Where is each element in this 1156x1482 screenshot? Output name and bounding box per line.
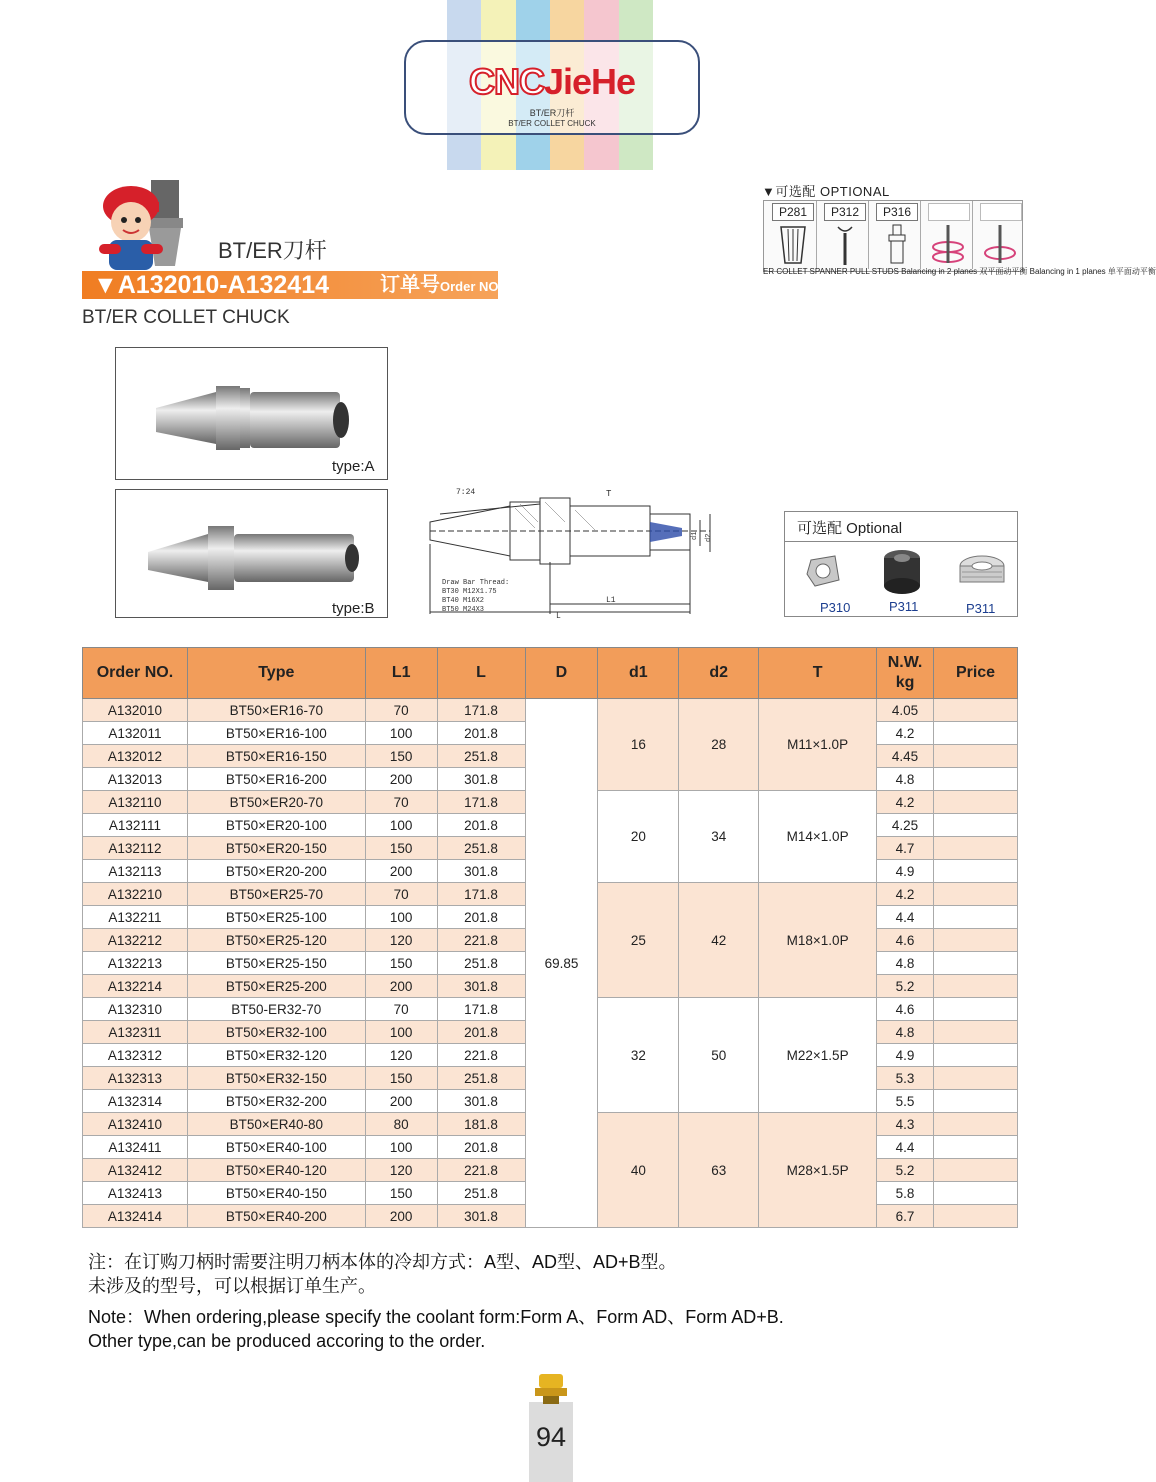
order-no-cell: A132314 bbox=[83, 1090, 188, 1113]
order-range: ▼A132010-A132414 bbox=[93, 271, 330, 299]
l-cell: 221.8 bbox=[437, 1159, 525, 1182]
weight-cell: 4.3 bbox=[877, 1113, 934, 1136]
clamping-nut-icon bbox=[803, 550, 843, 590]
type-cell: BT50×ER16-150 bbox=[187, 745, 365, 768]
weight-cell: 4.9 bbox=[877, 860, 934, 883]
drawing-angle: 7:24 bbox=[456, 488, 476, 497]
l1-cell: 70 bbox=[365, 699, 437, 722]
optional-nuts-title: 可选配 Optional bbox=[797, 520, 903, 537]
d1-cell: 25 bbox=[598, 883, 679, 998]
l1-cell: 100 bbox=[365, 1136, 437, 1159]
brand-logo: CNCJieHe bbox=[468, 61, 636, 102]
l-cell: 221.8 bbox=[437, 929, 525, 952]
price-cell bbox=[934, 883, 1018, 906]
l-cell: 171.8 bbox=[437, 998, 525, 1021]
order-no-cell: A132213 bbox=[83, 952, 188, 975]
product-image-type-b bbox=[115, 489, 388, 618]
order-no-cell: A132110 bbox=[83, 791, 188, 814]
threaded-nut-icon bbox=[957, 550, 1007, 594]
mascot-icon bbox=[95, 178, 195, 273]
table-header-cell: d1 bbox=[598, 648, 679, 699]
type-cell: BT50×ER32-100 bbox=[187, 1021, 365, 1044]
product-subtitle: BT/ER COLLET CHUCK bbox=[82, 307, 290, 328]
t-cell: M18×1.0P bbox=[759, 883, 877, 998]
order-no-cell: A132212 bbox=[83, 929, 188, 952]
optional-captions: ER COLLET SPANNER PULL STUDS Balancing in 2 planes 双平面动平衡 Balancing in 1 planes 单平面动平衡 bbox=[763, 267, 1156, 276]
drawing-d2-label: d2 bbox=[705, 533, 713, 542]
type-a-label: type:A bbox=[332, 458, 375, 475]
l1-cell: 150 bbox=[365, 1182, 437, 1205]
order-no-cell: A132013 bbox=[83, 768, 188, 791]
l-cell: 221.8 bbox=[437, 1044, 525, 1067]
l1-cell: 150 bbox=[365, 952, 437, 975]
balancing-2-planes-icon bbox=[930, 223, 966, 267]
pull-stud-icon bbox=[884, 223, 910, 267]
order-label: 订单号Order NO. bbox=[380, 274, 503, 296]
l-cell: 251.8 bbox=[437, 1182, 525, 1205]
price-cell bbox=[934, 1205, 1018, 1228]
collet-chuck-type-b-image bbox=[116, 490, 387, 617]
l1-cell: 70 bbox=[365, 883, 437, 906]
order-no-cell: A132211 bbox=[83, 906, 188, 929]
weight-cell: 4.4 bbox=[877, 906, 934, 929]
t-cell: M14×1.0P bbox=[759, 791, 877, 883]
order-no-cell: A132210 bbox=[83, 883, 188, 906]
type-cell: BT50×ER20-70 bbox=[187, 791, 365, 814]
order-no-cell: A132414 bbox=[83, 1205, 188, 1228]
weight-cell: 4.2 bbox=[877, 791, 934, 814]
l1-cell: 100 bbox=[365, 1021, 437, 1044]
weight-cell: 4.8 bbox=[877, 1021, 934, 1044]
l-cell: 301.8 bbox=[437, 768, 525, 791]
price-cell bbox=[934, 722, 1018, 745]
weight-cell: 4.9 bbox=[877, 1044, 934, 1067]
price-cell bbox=[934, 952, 1018, 975]
l1-cell: 70 bbox=[365, 998, 437, 1021]
d2-cell: 63 bbox=[679, 1113, 759, 1228]
l-cell: 201.8 bbox=[437, 1021, 525, 1044]
order-no-cell: A132012 bbox=[83, 745, 188, 768]
type-cell: BT50×ER32-120 bbox=[187, 1044, 365, 1067]
order-no-cell: A132411 bbox=[83, 1136, 188, 1159]
type-cell: BT50×ER32-150 bbox=[187, 1067, 365, 1090]
drawing-thread-title: Draw Bar Thread: bbox=[442, 579, 510, 587]
drawing-d1-label: d1 bbox=[691, 531, 699, 540]
l-cell: 301.8 bbox=[437, 860, 525, 883]
weight-cell: 5.2 bbox=[877, 1159, 934, 1182]
d2-cell: 28 bbox=[679, 699, 759, 791]
svg-text:BT30 M12X1.75: BT30 M12X1.75 bbox=[442, 588, 497, 596]
table-header-cell: Price bbox=[934, 648, 1018, 699]
l1-cell: 100 bbox=[365, 906, 437, 929]
l1-cell: 200 bbox=[365, 1090, 437, 1113]
price-cell bbox=[934, 814, 1018, 837]
l-cell: 251.8 bbox=[437, 745, 525, 768]
l-cell: 201.8 bbox=[437, 722, 525, 745]
l-cell: 251.8 bbox=[437, 837, 525, 860]
table-header-cell: D bbox=[525, 648, 598, 699]
price-cell bbox=[934, 929, 1018, 952]
type-cell: BT50×ER25-150 bbox=[187, 952, 365, 975]
price-cell bbox=[934, 1021, 1018, 1044]
price-cell bbox=[934, 1113, 1018, 1136]
d1-cell: 32 bbox=[598, 998, 679, 1113]
price-cell bbox=[934, 768, 1018, 791]
optional-nut-code-3: P311 bbox=[966, 601, 996, 616]
l1-cell: 100 bbox=[365, 722, 437, 745]
table-row bbox=[83, 699, 1018, 722]
type-cell: BT50×ER16-200 bbox=[187, 768, 365, 791]
type-cell: BT50×ER40-80 bbox=[187, 1113, 365, 1136]
l-cell: 201.8 bbox=[437, 1136, 525, 1159]
type-cell: BT50×ER25-120 bbox=[187, 929, 365, 952]
d1-cell: 16 bbox=[598, 699, 679, 791]
l1-cell: 120 bbox=[365, 1159, 437, 1182]
table-header-row bbox=[83, 648, 1018, 699]
l-cell: 181.8 bbox=[437, 1113, 525, 1136]
order-no-cell: A132113 bbox=[83, 860, 188, 883]
l1-cell: 120 bbox=[365, 1044, 437, 1067]
l-cell: 201.8 bbox=[437, 814, 525, 837]
order-no-cell: A132310 bbox=[83, 998, 188, 1021]
spanner-icon bbox=[832, 223, 858, 267]
optional-nuts-box bbox=[784, 511, 1018, 617]
d2-cell: 34 bbox=[679, 791, 759, 883]
price-cell bbox=[934, 860, 1018, 883]
order-no-cell: A132410 bbox=[83, 1113, 188, 1136]
weight-cell: 4.7 bbox=[877, 837, 934, 860]
l1-cell: 150 bbox=[365, 745, 437, 768]
l-cell: 301.8 bbox=[437, 1090, 525, 1113]
type-cell: BT50×ER40-200 bbox=[187, 1205, 365, 1228]
order-no-cell: A132413 bbox=[83, 1182, 188, 1205]
type-cell: BT50×ER25-70 bbox=[187, 883, 365, 906]
optional-code-2: P312 bbox=[824, 203, 866, 221]
l1-cell: 200 bbox=[365, 975, 437, 998]
price-cell bbox=[934, 745, 1018, 768]
l1-cell: 70 bbox=[365, 791, 437, 814]
brand-logo-box bbox=[404, 40, 700, 135]
l1-cell: 80 bbox=[365, 1113, 437, 1136]
optional-nut-code-2: P311 bbox=[889, 599, 919, 614]
weight-cell: 4.2 bbox=[877, 883, 934, 906]
l-cell: 171.8 bbox=[437, 883, 525, 906]
order-no-cell: A132010 bbox=[83, 699, 188, 722]
d1-cell: 20 bbox=[598, 791, 679, 883]
product-image-type-a bbox=[115, 347, 388, 480]
weight-cell: 6.7 bbox=[877, 1205, 934, 1228]
l-cell: 301.8 bbox=[437, 1205, 525, 1228]
weight-cell: 4.6 bbox=[877, 929, 934, 952]
price-cell bbox=[934, 1182, 1018, 1205]
l1-cell: 200 bbox=[365, 768, 437, 791]
d-cell: 69.85 bbox=[525, 699, 598, 1228]
type-cell: BT50-ER32-70 bbox=[187, 998, 365, 1021]
optional-accessories-box bbox=[763, 200, 1023, 272]
order-no-cell: A132111 bbox=[83, 814, 188, 837]
t-cell: M11×1.0P bbox=[759, 699, 877, 791]
d1-cell: 40 bbox=[598, 1113, 679, 1228]
weight-cell: 4.6 bbox=[877, 998, 934, 1021]
l-cell: 251.8 bbox=[437, 952, 525, 975]
type-cell: BT50×ER20-100 bbox=[187, 814, 365, 837]
product-title-cn: BT/ER刀杆 bbox=[218, 238, 327, 263]
price-cell bbox=[934, 1136, 1018, 1159]
table-header-cell: Order NO. bbox=[83, 648, 188, 699]
price-cell bbox=[934, 1044, 1018, 1067]
table-header-cell: d2 bbox=[679, 648, 759, 699]
table-header-cell: L1 bbox=[365, 648, 437, 699]
price-cell bbox=[934, 1067, 1018, 1090]
weight-cell: 4.4 bbox=[877, 1136, 934, 1159]
l1-cell: 150 bbox=[365, 837, 437, 860]
price-cell bbox=[934, 1159, 1018, 1182]
drawing-l1-label: L1 bbox=[606, 596, 616, 605]
order-no-cell: A132313 bbox=[83, 1067, 188, 1090]
weight-cell: 5.3 bbox=[877, 1067, 934, 1090]
table-header-cell: L bbox=[437, 648, 525, 699]
price-cell bbox=[934, 791, 1018, 814]
price-cell bbox=[934, 1090, 1018, 1113]
order-no-cell: A132011 bbox=[83, 722, 188, 745]
weight-cell: 4.25 bbox=[877, 814, 934, 837]
spec-table bbox=[82, 647, 1018, 1228]
type-cell: BT50×ER40-150 bbox=[187, 1182, 365, 1205]
type-cell: BT50×ER32-200 bbox=[187, 1090, 365, 1113]
drawing-t-label: T bbox=[606, 489, 612, 499]
er-collet-icon bbox=[776, 223, 810, 267]
type-cell: BT50×ER25-100 bbox=[187, 906, 365, 929]
price-cell bbox=[934, 906, 1018, 929]
er-nut-icon bbox=[880, 546, 924, 596]
t-cell: M22×1.5P bbox=[759, 998, 877, 1113]
price-cell bbox=[934, 998, 1018, 1021]
order-no-cell: A132311 bbox=[83, 1021, 188, 1044]
page-number: 94 bbox=[535, 1422, 567, 1452]
weight-cell: 4.2 bbox=[877, 722, 934, 745]
l1-cell: 200 bbox=[365, 860, 437, 883]
weight-cell: 4.45 bbox=[877, 745, 934, 768]
order-no-cell: A132412 bbox=[83, 1159, 188, 1182]
note-cn: 注：在订购刀柄时需要注明刀柄本体的冷却方式：A型、AD型、AD+B型。 未涉及的型号，可以根据订单生产。 bbox=[88, 1252, 677, 1296]
type-cell: BT50×ER20-200 bbox=[187, 860, 365, 883]
type-cell: BT50×ER20-150 bbox=[187, 837, 365, 860]
logo-subtitle-en: BT/ER COLLET CHUCK bbox=[508, 119, 596, 128]
table-header-cell: Type bbox=[187, 648, 365, 699]
weight-cell: 4.8 bbox=[877, 768, 934, 791]
weight-cell: 5.5 bbox=[877, 1090, 934, 1113]
technical-drawing bbox=[420, 484, 720, 620]
order-no-cell: A132112 bbox=[83, 837, 188, 860]
type-b-label: type:B bbox=[332, 600, 375, 617]
optional-code-1: P281 bbox=[772, 203, 814, 221]
type-cell: BT50×ER40-100 bbox=[187, 1136, 365, 1159]
l1-cell: 200 bbox=[365, 1205, 437, 1228]
optional-code-3: P316 bbox=[876, 203, 918, 221]
l-cell: 171.8 bbox=[437, 791, 525, 814]
table-header-cell: T bbox=[759, 648, 877, 699]
optional-label: ▼可选配 OPTIONAL bbox=[762, 184, 890, 199]
svg-text:BT50 M24X3: BT50 M24X3 bbox=[442, 606, 485, 614]
weight-cell: 5.2 bbox=[877, 975, 934, 998]
price-cell bbox=[934, 837, 1018, 860]
l-cell: 251.8 bbox=[437, 1067, 525, 1090]
note-en: Note：When ordering,please specify the coolant form:Form A、Form AD、Form AD+B. Other type,can be produced accoring to the order. bbox=[88, 1307, 784, 1351]
l1-cell: 120 bbox=[365, 929, 437, 952]
order-no-cell: A132214 bbox=[83, 975, 188, 998]
drawing-l-label: L bbox=[556, 612, 561, 621]
table-header-cell: N.W. kg bbox=[877, 648, 934, 699]
logo-subtitle-cn: BT/ER刀杆 bbox=[529, 108, 575, 118]
l-cell: 301.8 bbox=[437, 975, 525, 998]
weight-cell: 4.8 bbox=[877, 952, 934, 975]
l1-cell: 100 bbox=[365, 814, 437, 837]
balancing-1-plane-icon bbox=[982, 223, 1018, 267]
l-cell: 171.8 bbox=[437, 699, 525, 722]
weight-cell: 5.8 bbox=[877, 1182, 934, 1205]
d2-cell: 42 bbox=[679, 883, 759, 998]
svg-text:BT40 M16X2: BT40 M16X2 bbox=[442, 597, 485, 605]
weight-cell: 4.05 bbox=[877, 699, 934, 722]
type-cell: BT50×ER25-200 bbox=[187, 975, 365, 998]
type-cell: BT50×ER40-120 bbox=[187, 1159, 365, 1182]
l1-cell: 150 bbox=[365, 1067, 437, 1090]
order-no-cell: A132312 bbox=[83, 1044, 188, 1067]
d2-cell: 50 bbox=[679, 998, 759, 1113]
optional-nut-code-1: P310 bbox=[820, 600, 851, 615]
price-cell bbox=[934, 699, 1018, 722]
type-cell: BT50×ER16-70 bbox=[187, 699, 365, 722]
price-cell bbox=[934, 975, 1018, 998]
l-cell: 201.8 bbox=[437, 906, 525, 929]
mascot-footer-icon bbox=[531, 1372, 571, 1406]
t-cell: M28×1.5P bbox=[759, 1113, 877, 1228]
type-cell: BT50×ER16-100 bbox=[187, 722, 365, 745]
